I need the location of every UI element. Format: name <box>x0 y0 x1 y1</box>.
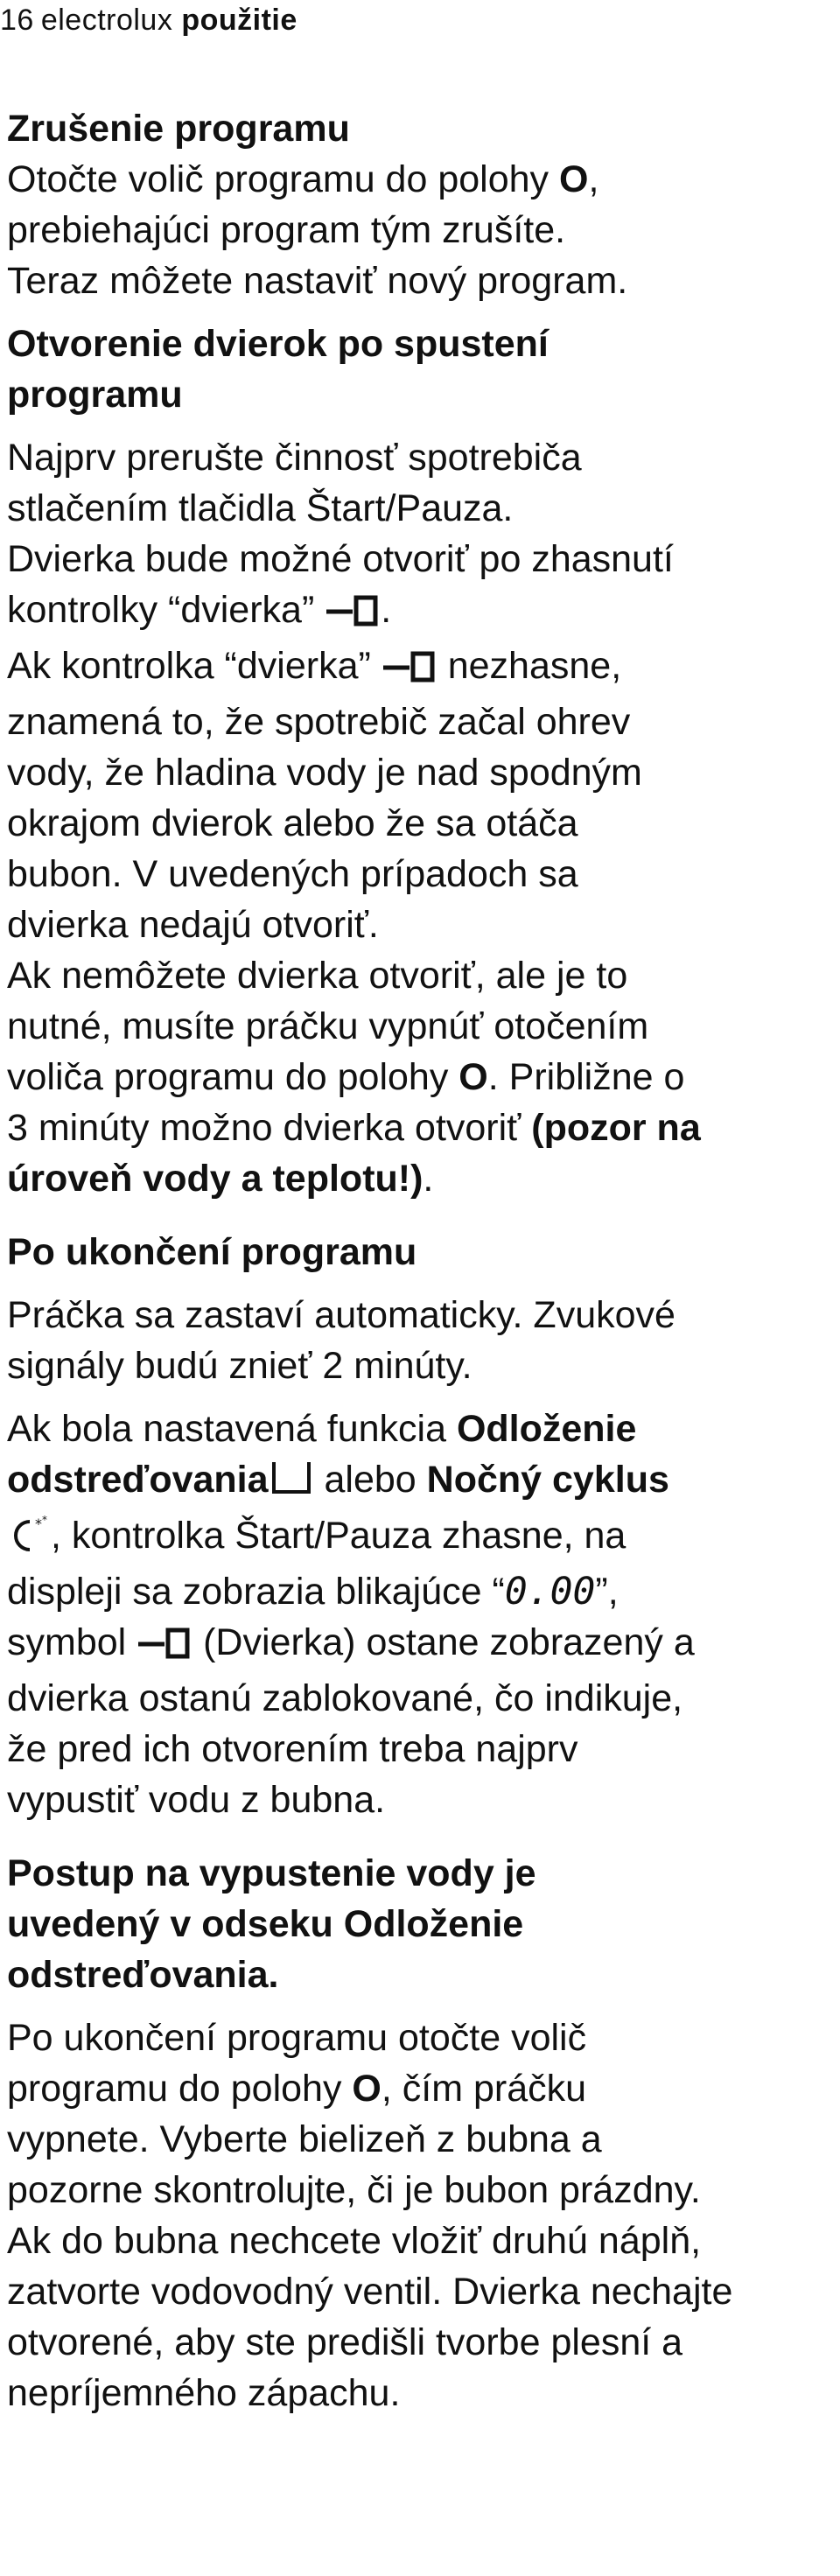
paragraph-line: pozorne skontrolujte, či je bubon prázdny. <box>7 2169 701 2211</box>
paragraph-line: Ak kontrolka “dvierka” nezhasne, <box>7 640 834 696</box>
brand-name: electrolux <box>40 4 173 37</box>
paragraph-line: programu do polohy O, čím práčku <box>7 2068 587 2110</box>
paragraph-line: kontrolky “dvierka” . <box>7 584 834 640</box>
night-cycle-icon <box>7 1515 51 1566</box>
paragraph-line: dvierka nedajú otvoriť. <box>7 904 379 946</box>
paragraph-line: zatvorte vodovodný ventil. Dvierka nechajte <box>7 2271 733 2313</box>
paragraph-line: Najprv prerušte činnosť spotrebiča <box>7 437 582 479</box>
paragraph-line: Ak do bubna nechcete vložiť druhú náplň, <box>7 2220 702 2262</box>
heading-otvorenie: Otvorenie dvierok po spustení <box>7 323 549 365</box>
paragraph-line: 3 minúty možno dvierka otvoriť (pozor na <box>7 1107 701 1149</box>
display-value: 0.00 <box>504 1570 596 1614</box>
door-lock-icon <box>382 646 438 696</box>
heading-postup: Postup na vypustenie vody je <box>7 1852 536 1894</box>
paragraph-zrusenie-line: Otočte volič programu do polohy O, <box>7 158 599 200</box>
paragraph-line: symbol (Dvierka) ostane zobrazený a <box>7 1617 834 1673</box>
paragraph-line: Práčka sa zastaví automaticky. Zvukové <box>7 1294 676 1336</box>
svg-text:*: * <box>35 1516 42 1532</box>
paragraph-line: Ak bola nastavená funkcia Odloženie <box>7 1408 637 1450</box>
paragraph-line: že pred ich otvorením treba najprv <box>7 1728 578 1770</box>
page-header <box>0 0 840 40</box>
page-number: 16 <box>0 4 34 37</box>
paragraph-line: signály budú znieť 2 minúty. <box>7 1345 472 1387</box>
paragraph-line: stlačením tlačidla Štart/Pauza. <box>7 487 514 529</box>
paragraph-line: dvierka ostanú zablokované, čo indikuje, <box>7 1677 683 1719</box>
heading-ukoncenie: Po ukončení programu <box>7 1231 417 1273</box>
paragraph-line: okrajom dvierok alebo že sa otáča <box>7 802 578 844</box>
spin-delay-icon <box>269 1459 314 1510</box>
door-lock-icon <box>325 590 381 640</box>
paragraph-line: nutné, musíte práčku vypnúť otočením <box>7 1005 649 1047</box>
svg-text:*: * <box>42 1515 47 1526</box>
paragraph-line: * * , kontrolka Štart/Pauza zhasne, na <box>7 1510 834 1566</box>
paragraph-line: otvorené, aby ste predišli tvorbe plesní a <box>7 2321 683 2363</box>
heading-zrusenie: Zrušenie programu <box>7 108 350 150</box>
paragraph-line: znamená to, že spotrebič začal ohrev <box>7 701 631 743</box>
paragraph-line: vypustiť vodu z bubna. <box>7 1779 386 1821</box>
paragraph-line: odstreďovania alebo Nočný cyklus <box>7 1454 834 1510</box>
paragraph-line: voliča programu do polohy O. Približne o <box>7 1056 685 1098</box>
paragraph-line: vody, že hladina vody je nad spodným <box>7 752 642 794</box>
page-content <box>7 103 834 2418</box>
paragraph-zrusenie-line: Teraz môžete nastaviť nový program. <box>7 260 628 302</box>
paragraph-line: displeji sa zobrazia blikajúce “0.00”, <box>7 1570 619 1614</box>
paragraph-line: nepríjemného zápachu. <box>7 2372 401 2414</box>
section-title: použitie <box>181 4 298 37</box>
paragraph-line: Ak nemôžete dvierka otvoriť, ale je to <box>7 955 628 997</box>
paragraph-line: úroveň vody a teplotu!). <box>7 1158 434 1200</box>
heading-postup-3: odstreďovania. <box>7 1954 279 1996</box>
paragraph-line: vypnete. Vyberte bielizeň z bubna a <box>7 2118 602 2160</box>
heading-otvorenie-2: programu <box>7 374 183 416</box>
paragraph-line: Dvierka bude možné otvoriť po zhasnutí <box>7 538 674 580</box>
paragraph-line: bubon. V uvedených prípadoch sa <box>7 853 578 895</box>
paragraph-line: Po ukončení programu otočte volič <box>7 2017 587 2059</box>
door-lock-icon <box>136 1622 192 1673</box>
paragraph-zrusenie-line: prebiehajúci program tým zrušíte. <box>7 209 566 251</box>
heading-postup-2: uvedený v odseku Odloženie <box>7 1903 524 1945</box>
